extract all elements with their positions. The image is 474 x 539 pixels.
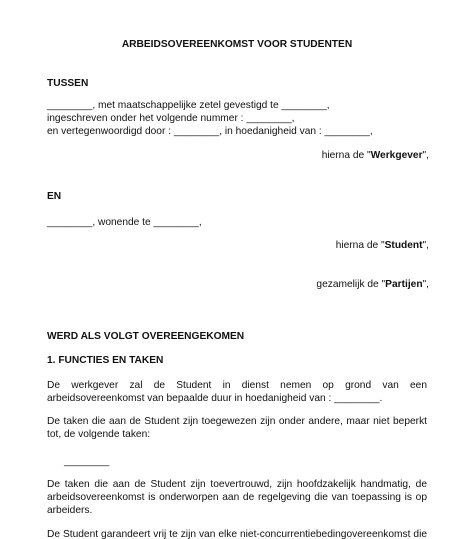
employer-ref-prefix: hierna de " [321,150,371,161]
section-1-paragraph-2-line-1: De taken die aan de Student zijn toegewezen zijn onder andere, maar niet beperkt [47,416,427,427]
section-1-paragraph-3-line-3: arbeiders. [47,505,93,516]
section-1-paragraph-3-line-1: De taken die aan de Student zijn toevertrouwd, zijn hoofdzakelijk handmatig, de [47,479,427,490]
parties-ref-suffix: ", [422,279,429,290]
en-heading: EN [47,191,62,202]
student-ref-prefix: hierna de " [335,240,385,251]
employer-reference [322,149,429,162]
section-1-paragraph-3-line-2: arbeidsovereenkomst is onderworpen aan de regelgeving die van toepassing is op [47,492,427,503]
section-1-paragraph-4-line-1: De Student garandeert vrij te zijn van elke niet-concurrentiebedingovereenkomst die [47,529,427,539]
student-reference [336,239,429,252]
tussen-heading: TUSSEN [47,78,89,89]
employer-line-3: en vertegenwoordigd door : ________, in hoedanigheid van : ________, [47,126,373,137]
parties-reference [316,278,429,291]
employer-line-1: ________, met maatschappelijke zetel gevestigd te ________, [47,100,330,111]
document-title: ARBEIDSOVEREENKOMST VOOR STUDENTEN [121,39,353,50]
agreed-heading: WERD ALS VOLGT OVEREENGEKOMEN [47,331,245,342]
employer-ref-name: Werkgever [370,150,423,161]
section-1-paragraph-2-line-2: tot, de volgende taken: [47,429,151,440]
section-1-paragraph-1-line-2: arbeidsovereenkomst van bepaalde duur in hoedanigheid van : ________. [47,393,383,404]
task-blank: ________ [64,456,110,467]
student-ref-suffix: ", [422,240,429,251]
student-ref-name: Student [384,240,423,251]
employer-ref-suffix: ", [422,150,429,161]
parties-ref-name: Partijen [385,279,423,290]
section-1-paragraph-1-line-1: De werkgever zal de Student in dienst nemen op grond van een [47,380,427,391]
parties-ref-prefix: gezamelijk de " [316,279,386,290]
student-line-1: ________, wonende te ________, [47,217,202,228]
employer-line-2: ingeschreven onder het volgende nummer : ________, [47,113,295,124]
section-1-heading: 1. FUNCTIES EN TAKEN [47,355,164,366]
